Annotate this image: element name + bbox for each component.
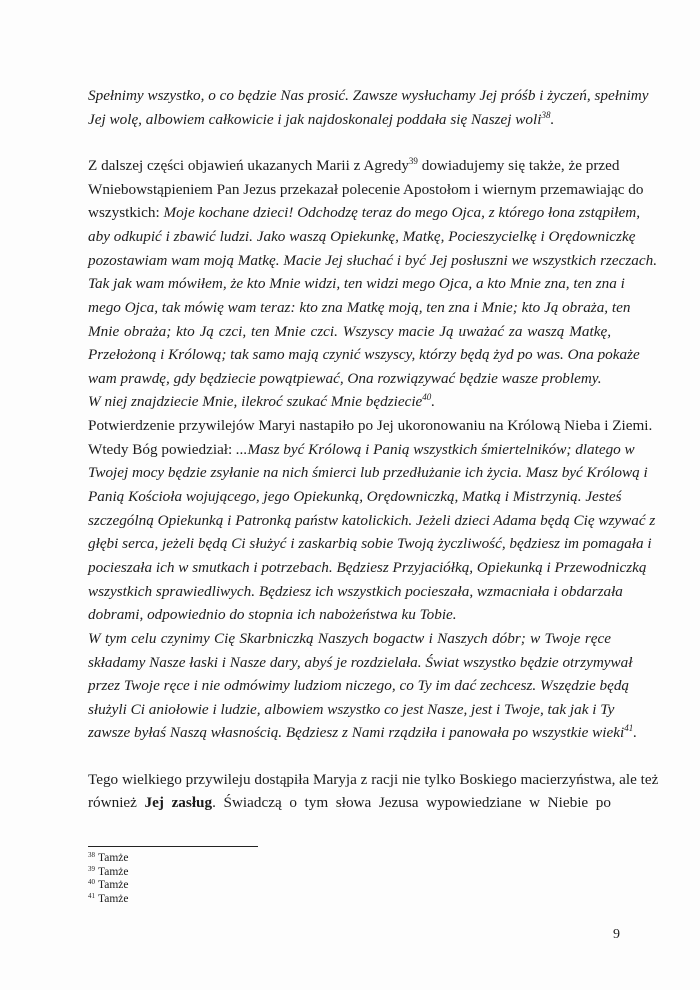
text-line	[88, 180, 644, 200]
footnote-text: Tamże	[98, 879, 129, 891]
text-line	[88, 511, 656, 531]
text-line	[88, 793, 611, 813]
text-span: składamy Nasze łaski i Nasze dary, abyś je rozdzielała. Świat wszystko będzie otrzymywał	[88, 654, 633, 671]
text-line	[88, 392, 611, 412]
text-line	[88, 463, 648, 483]
footnote	[88, 879, 128, 892]
text-span: Spełnimy wszystko, o co będzie Nas prosić. Zawsze wysłuchamy Jej próśb i życzeń, spełnimy	[88, 87, 649, 104]
footnote-ref[interactable]: 41	[624, 723, 634, 733]
text-span: dowiadujemy się także, że przed	[417, 157, 620, 174]
text-line	[88, 227, 636, 247]
text-line	[88, 487, 622, 507]
text-span: głębi serca, jeżeli będą Ci służyć i zaskarbią sobie Twoją życzliwość, będziesz im pomagała i	[88, 535, 652, 552]
text-span: W tym celu czynimy Cię Skarbniczką Naszych bogactw i Naszych dóbr; w Twoje ręce	[88, 630, 611, 647]
text-line	[88, 203, 640, 223]
text-line	[88, 440, 635, 460]
text-line	[88, 582, 623, 602]
footnote-number: 39	[88, 865, 95, 873]
text-span: również	[88, 794, 145, 811]
text-line	[88, 110, 611, 130]
text-line	[88, 156, 620, 176]
text-span: wam prawdę, gdy będziecie powątpiewać, Ona rozwiązywać będzie wasze problemy.	[88, 370, 602, 387]
text-span: szczególną Opiekunką i Patronką państw katolickich. Jeżeli dzieci Adama będą Cię wzywać z	[88, 512, 656, 529]
text-span: . Świadczą o tym słowa Jezusa wypowiedziane w Niebie po	[212, 794, 611, 811]
text-span: wszystkich sprawiedliwych. Będziesz ich wszystkich pocieszała, wzmacniała i obdarzała	[88, 583, 623, 600]
text-line	[88, 251, 658, 271]
footnote-ref[interactable]: 38	[541, 110, 551, 120]
text-span: .	[550, 111, 555, 128]
text-span: Z dalszej części objawień ukazanych Marii z Agredy	[88, 157, 409, 174]
text-span: dobrami, odpowiednio do stopnia ich nabożeństwa ku Tobie.	[88, 606, 457, 623]
text-span: Panią Kościoła wojującego, jego Opiekunką, Orędowniczką, Matką i Mistrzynią. Jesteś	[88, 488, 622, 505]
footnote-separator	[88, 846, 258, 847]
text-span: mego Ojca, tak mówię wam teraz: kto zna Matkę moją, ten zna i Mnie; kto Ją obraża, ten	[88, 299, 631, 316]
text-line	[88, 700, 615, 720]
page-number: 9	[613, 927, 620, 942]
text-line	[88, 723, 638, 743]
quote-span: Moje kochane dzieci! Odchodzę teraz do mego Ojca, z którego łona zstąpiłem,	[163, 204, 640, 221]
text-span: Mnie obraża; kto Ją czci, ten Mnie czci. Wszyscy macie Ją uważać za waszą Matkę,	[88, 323, 611, 340]
text-line	[88, 322, 611, 342]
text-line	[88, 653, 633, 673]
text-span: pozostawiam wam moją Matkę. Macie Jej słuchać i być Jej posłuszni we wszystkich rzeczach.	[88, 252, 658, 269]
text-span: Potwierdzenie przywilejów Maryi nastapiło po Jej ukoronowaniu na Królową Nieba i Ziemi.	[88, 417, 653, 434]
text-span: Tego wielkiego przywileju dostąpiła Maryja z racji nie tylko Boskiego macierzyństwa, ale też	[88, 771, 659, 788]
bold-span: Jej zasług	[144, 794, 213, 811]
text-line	[88, 86, 649, 106]
text-span: Jej wolę, albowiem całkowicie i jak najdoskonalej poddała się Naszej woli	[88, 111, 542, 128]
text-line	[88, 605, 611, 625]
quote-span: ...Masz być Królową i Panią wszystkich śmiertelników; dlatego w	[236, 441, 635, 458]
footnote	[88, 852, 128, 865]
text-line	[88, 369, 611, 389]
text-span: W niej znajdziecie Mnie, ilekroć szukać Mnie będziecie	[88, 393, 423, 410]
text-span: Wniebowstąpieniem Pan Jezus przekazał polecenie Apostołom i wiernym przemawiając do	[88, 181, 644, 198]
footnote-text: Tamże	[98, 866, 129, 878]
footnote-text: Tamże	[98, 893, 129, 905]
text-span: służyli Ci aniołowie i ludzie, albowiem wszystko co jest Nasze, jest i Twoje, tak jak i Ty	[88, 701, 615, 718]
footnote-ref[interactable]: 40	[422, 392, 432, 402]
text-span: pocieszała ich w smutkach i potrzebach. Będziesz Przyjaciółką, Opiekunką i Przewodniczką	[88, 559, 647, 576]
text-line	[88, 629, 611, 649]
text-line	[88, 298, 631, 318]
text-line	[88, 558, 647, 578]
text-span: Wtedy Bóg powiedział:	[88, 441, 237, 458]
text-line	[88, 345, 640, 365]
text-span: .	[633, 724, 638, 741]
text-span: zawsze byłaś Naszą własnością. Będziesz z Nami rządziła i panowała po wszystkie wieki	[88, 724, 625, 741]
footnote-number: 38	[88, 851, 95, 859]
text-span: przez Twoje ręce i nie odmówimy ludziom niczego, co Ty im dać zechcesz. Wszędzie będą	[88, 677, 630, 694]
text-span: wszystkich:	[88, 204, 164, 221]
text-line	[88, 770, 659, 790]
footnote-number: 41	[88, 892, 95, 900]
text-line	[88, 274, 625, 294]
text-span: Twojej mocy będzie zsyłanie na nich śmierci lub przedłużanie ich życia. Masz być Królową i	[88, 464, 648, 481]
footnote-ref[interactable]: 39	[408, 156, 418, 166]
text-span: Przełożoną i Królową; tak samo mają czynić wszyscy, którzy będą żyd po was. Ona pokaże	[88, 346, 640, 363]
footnote-text: Tamże	[98, 852, 129, 864]
text-span: aby odkupić i zbawić ludzi. Jako waszą Opiekunkę, Matkę, Pocieszycielkę i Orędowniczkę	[88, 228, 636, 245]
text-span: Tak jak wam mówiłem, że kto Mnie widzi, ten widzi mego Ojca, a kto Mnie zna, ten zna i	[88, 275, 625, 292]
footnote	[88, 893, 128, 906]
footnote-number: 40	[88, 878, 95, 886]
text-line	[88, 676, 630, 696]
text-line	[88, 534, 652, 554]
text-line	[88, 416, 653, 436]
text-span: .	[431, 393, 436, 410]
